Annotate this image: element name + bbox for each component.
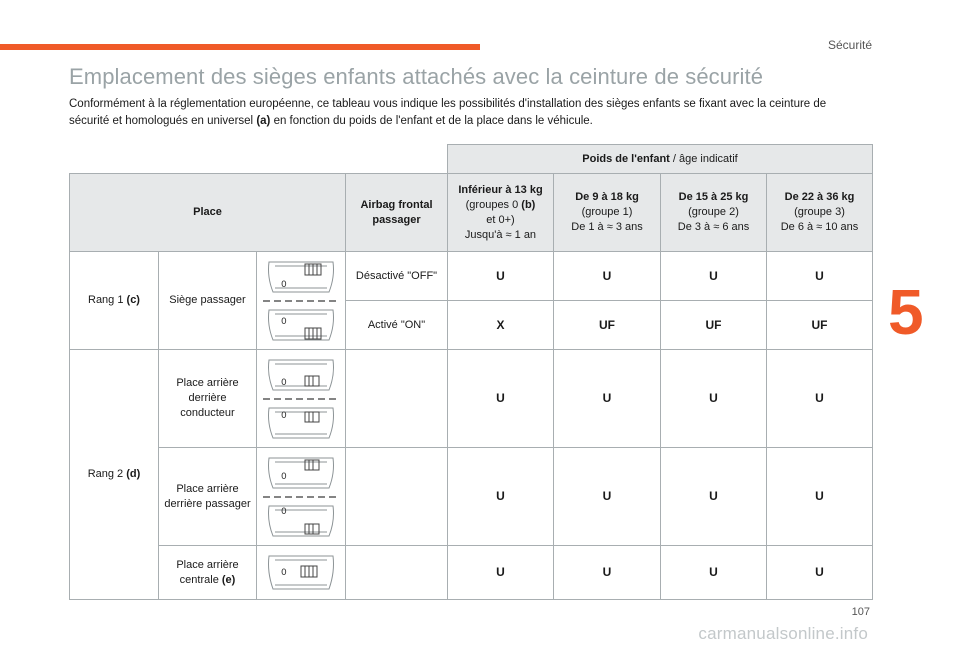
weight-group-1-range: De 9 à 18 kg [575, 191, 639, 203]
svg-text:0: 0 [281, 506, 287, 517]
value-r1-on-g1: UF [554, 301, 661, 350]
svg-text:0: 0 [281, 279, 287, 290]
rear-passenger-seat: Place arrière derrière passager [159, 448, 257, 546]
value-r1-on-g3: UF [767, 301, 873, 350]
value-r1-off-g1: U [554, 252, 661, 301]
car-seat-diagram-icon [261, 354, 341, 444]
weight-group-0-range: Inférieur à 13 kg [458, 183, 543, 196]
rank-2-label: Rang 2 [87, 468, 127, 480]
airbag-header-label: Airbag frontal passager [360, 198, 433, 226]
rear-center-seat [159, 546, 257, 600]
airbag-on-label: Activé "ON" [346, 301, 448, 350]
rear-center-note: (e) [221, 573, 236, 586]
rank-2-cell [70, 350, 159, 600]
value-r2-passenger-g2: U [661, 448, 767, 546]
weight-group-3-group: (groupe 3) [794, 206, 845, 218]
weight-header-age: / âge indicatif [669, 152, 738, 165]
rear-center-label: Place arrière centrale [176, 558, 239, 586]
value-r2-driver-g1: U [554, 350, 661, 448]
car-seat-diagram-icon [261, 452, 341, 542]
value-r2-passenger-g0: U [448, 448, 554, 546]
weight-group-0-groups: (groupes 0 [465, 198, 522, 211]
weight-group-2-range: De 15 à 25 kg [678, 191, 749, 203]
value-r2-center-g2: U [661, 546, 767, 600]
page-title: Emplacement des sièges enfants attachés avec la ceinture de sécurité [69, 64, 764, 89]
rear-driver-seat: Place arrière derrière conducteur [159, 350, 257, 448]
accent-bar [0, 44, 480, 50]
intro-paragraph [69, 96, 869, 130]
value-r2-passenger-g3: U [767, 448, 873, 546]
value-r1-on-g2: UF [661, 301, 767, 350]
child-seat-table [69, 144, 873, 600]
rear-driver-diagram [257, 350, 346, 448]
value-r1-off-g2: U [661, 252, 767, 301]
car-seat-diagram-icon [261, 256, 341, 346]
value-r2-center-g1: U [554, 546, 661, 600]
section-label: Sécurité [827, 38, 872, 52]
svg-text:0: 0 [281, 410, 287, 421]
weight-header-label: Poids de l'enfant [582, 152, 670, 165]
weight-group-2 [661, 174, 767, 252]
value-r1-off-g0: U [448, 252, 554, 301]
svg-text:0: 0 [281, 377, 287, 388]
page-number: 107 [851, 606, 870, 618]
place-header: Place [70, 174, 346, 252]
value-r2-driver-g3: U [767, 350, 873, 448]
weight-header [448, 145, 873, 174]
svg-text:0: 0 [281, 567, 287, 578]
value-r1-on-g0: X [448, 301, 554, 350]
value-r1-off-g3: U [767, 252, 873, 301]
value-r2-center-g0: U [448, 546, 554, 600]
weight-group-3-range: De 22 à 36 kg [784, 191, 855, 203]
rear-center-diagram [257, 546, 346, 600]
svg-text:0: 0 [281, 316, 287, 327]
weight-group-0-age: Jusqu'à ≈ 1 an [464, 228, 537, 241]
intro-note-a: (a) [256, 115, 271, 127]
value-r2-center-g3: U [767, 546, 873, 600]
weight-group-2-age: De 3 à ≈ 6 ans [677, 221, 750, 233]
weight-group-0-groups-cont: et 0+) [486, 213, 515, 226]
intro-text-2: en fonction du poids de l'enfant et de la place dans le véhicule. [270, 115, 593, 127]
airbag-off-label: Désactivé "OFF" [346, 252, 448, 301]
weight-group-3 [767, 174, 873, 252]
svg-text:0: 0 [281, 471, 287, 482]
weight-group-1 [554, 174, 661, 252]
weight-group-2-group: (groupe 2) [688, 206, 739, 218]
value-r2-driver-g0: U [448, 350, 554, 448]
weight-group-3-age: De 6 à ≈ 10 ans [780, 221, 859, 233]
weight-group-0-note: (b) [521, 198, 536, 211]
front-passenger-diagram [257, 252, 346, 350]
chapter-number: 5 [888, 276, 924, 348]
rank-2-note: (d) [126, 468, 141, 480]
car-seat-diagram-icon [261, 551, 341, 595]
airbag-header [346, 174, 448, 252]
rank-1-note: (c) [126, 294, 140, 306]
rear-passenger-diagram [257, 448, 346, 546]
rank-1-label: Rang 1 [88, 294, 127, 306]
weight-group-1-age: De 1 à ≈ 3 ans [571, 221, 643, 233]
front-passenger-seat: Siège passager [159, 252, 257, 350]
watermark: carmanualsonline.info [698, 624, 868, 643]
rank-1-cell [70, 252, 159, 350]
weight-group-1-group: (groupe 1) [581, 206, 633, 218]
value-r2-passenger-g1: U [554, 448, 661, 546]
weight-group-0 [448, 174, 554, 252]
intro-text-1: Conformément à la réglementation européenne, ce tableau vous indique les possibilités d'installation des sièges enfants se fixant avec la ceinture de sécurité et homologués en universel [69, 98, 827, 127]
value-r2-driver-g2: U [661, 350, 767, 448]
